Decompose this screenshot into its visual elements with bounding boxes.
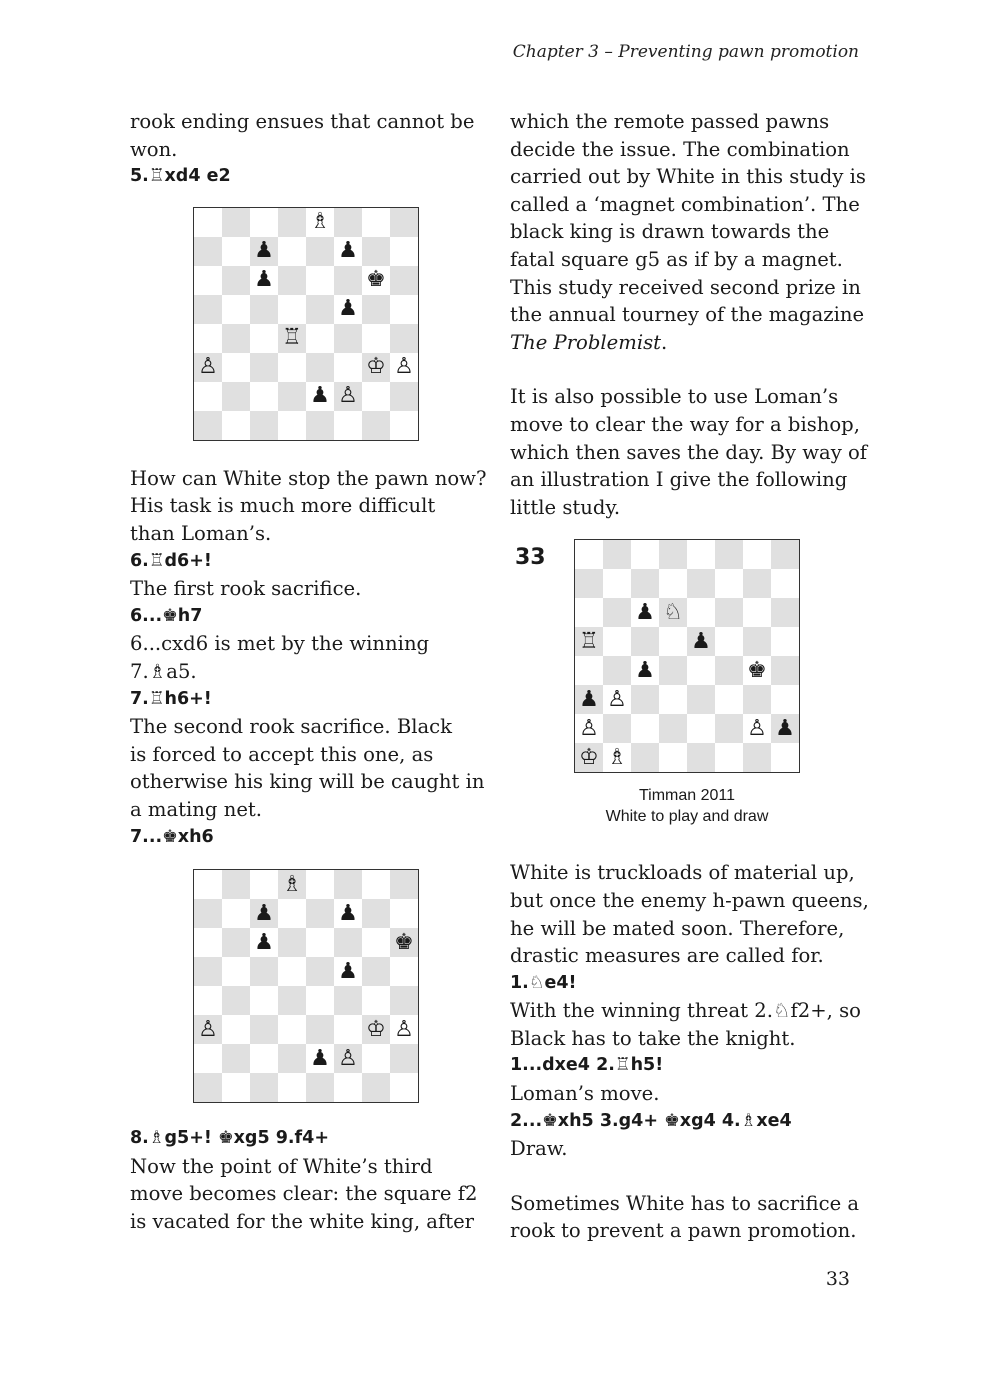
text-line: is vacated for the white king, after — [130, 1209, 475, 1233]
board-square — [194, 324, 222, 353]
board-square — [743, 598, 771, 627]
black-pawn-icon: ♟ — [338, 296, 358, 322]
board-square — [334, 870, 362, 899]
move-line: 7.♖h6+! — [130, 688, 212, 709]
caption-task: White to play and draw — [605, 808, 769, 826]
board-square — [278, 324, 306, 353]
board-square — [715, 714, 743, 743]
board-square — [631, 743, 659, 772]
board-square — [334, 266, 362, 295]
board-square — [194, 208, 222, 237]
board-square — [250, 1044, 278, 1073]
board-square — [222, 411, 250, 440]
text-line: 7.♗a5. — [130, 659, 197, 683]
white-bishop-icon: ♗ — [310, 209, 330, 235]
move-line: 6...♚h7 — [130, 605, 203, 626]
board-square — [334, 237, 362, 266]
board-square — [575, 540, 603, 569]
white-pawn-icon: ♙ — [394, 354, 414, 380]
board-square — [390, 957, 418, 986]
board-square — [334, 899, 362, 928]
board-square — [715, 569, 743, 598]
board-square — [362, 870, 390, 899]
text-line: Draw. — [510, 1137, 568, 1161]
board-square — [278, 870, 306, 899]
board-square — [659, 685, 687, 714]
board-square — [362, 382, 390, 411]
board-square — [603, 540, 631, 569]
board-square — [390, 1044, 418, 1073]
black-king-icon: ♚ — [747, 657, 767, 683]
diagram-number: 33 — [515, 545, 546, 571]
move-line: 1.♘e4! — [510, 972, 577, 993]
diagram-caption — [574, 785, 800, 827]
board-square — [334, 1044, 362, 1073]
white-bishop-icon: ♗ — [282, 871, 302, 897]
black-king-icon: ♚ — [366, 267, 386, 293]
board-square — [390, 353, 418, 382]
text-line: the annual tourney of the magazine — [510, 303, 865, 327]
board-square — [306, 295, 334, 324]
white-pawn-icon: ♙ — [579, 715, 599, 741]
board-square — [334, 957, 362, 986]
board-square — [603, 656, 631, 685]
board-square — [362, 957, 390, 986]
board-square — [222, 957, 250, 986]
board-square — [743, 540, 771, 569]
board-square — [334, 295, 362, 324]
board-square — [362, 353, 390, 382]
board-square — [250, 411, 278, 440]
board-square — [715, 656, 743, 685]
board-square — [362, 1044, 390, 1073]
board-square — [306, 237, 334, 266]
move-line: 5.♖xd4 e2 — [130, 166, 231, 187]
text-line: move becomes clear: the square f2 — [130, 1182, 478, 1206]
board-square — [250, 208, 278, 237]
board-square — [687, 685, 715, 714]
board-square — [334, 324, 362, 353]
board-square — [362, 1073, 390, 1102]
right-column — [510, 108, 870, 1245]
board-square — [659, 656, 687, 685]
board-square — [687, 627, 715, 656]
board-square — [603, 627, 631, 656]
board-square — [278, 208, 306, 237]
board-square — [659, 598, 687, 627]
text-line: White is truckloads of material up, — [510, 861, 855, 885]
board-square — [278, 237, 306, 266]
text-line: Sometimes White has to sacrifice a — [510, 1191, 860, 1215]
board-square — [278, 986, 306, 1015]
board-square — [194, 382, 222, 411]
text-line: The first rook sacrifice. — [130, 577, 362, 601]
board-square — [306, 986, 334, 1015]
board-square — [278, 411, 306, 440]
board-square — [222, 353, 250, 382]
text-line: Loman’s move. — [510, 1082, 660, 1106]
text-line: carried out by White in this study is — [510, 165, 866, 189]
board-square — [631, 714, 659, 743]
board-square — [390, 208, 418, 237]
board-square — [603, 714, 631, 743]
board-square — [575, 627, 603, 656]
board-square — [278, 899, 306, 928]
move-line: 1...dxe4 2.♖h5! — [510, 1055, 664, 1076]
board-square — [334, 1015, 362, 1044]
board-square — [362, 411, 390, 440]
white-king-icon: ♔ — [579, 744, 599, 770]
caption-author: Timman 2011 — [638, 787, 736, 805]
board-square — [390, 411, 418, 440]
board-square — [715, 540, 743, 569]
board-square — [222, 382, 250, 411]
board-square — [278, 1073, 306, 1102]
board-square — [390, 899, 418, 928]
board-square — [278, 295, 306, 324]
move-line: 6.♖d6+! — [130, 550, 212, 571]
board-square — [631, 540, 659, 569]
board-square — [222, 1073, 250, 1102]
board-square — [306, 1073, 334, 1102]
board-square — [250, 353, 278, 382]
board-square — [715, 627, 743, 656]
board-square — [306, 957, 334, 986]
diagram-after-5 — [193, 207, 490, 441]
board-square — [278, 266, 306, 295]
board-square — [306, 1044, 334, 1073]
text-line: which then saves the day. By way of — [510, 440, 868, 464]
magazine-title: The Problemist — [510, 330, 662, 354]
chess-board — [193, 207, 419, 441]
white-pawn-icon: ♙ — [394, 1016, 414, 1042]
board-square — [687, 598, 715, 627]
board-square — [250, 986, 278, 1015]
board-square — [771, 598, 799, 627]
black-pawn-icon: ♟ — [254, 900, 274, 926]
board-square — [631, 598, 659, 627]
text-line: His task is much more difficult — [130, 494, 436, 518]
board-square — [194, 899, 222, 928]
board-square — [250, 928, 278, 957]
black-pawn-icon: ♟ — [635, 657, 655, 683]
board-square — [250, 870, 278, 899]
board-square — [222, 1044, 250, 1073]
white-bishop-icon: ♗ — [607, 744, 627, 770]
board-square — [362, 324, 390, 353]
board-square — [222, 295, 250, 324]
board-square — [575, 714, 603, 743]
board-square — [771, 627, 799, 656]
text-line: rook to prevent a pawn promotion. — [510, 1219, 857, 1243]
text-line: Now the point of White’s third — [130, 1154, 433, 1178]
board-square — [250, 1015, 278, 1044]
text-line: but once the enemy h-pawn queens, — [510, 888, 869, 912]
board-square — [222, 899, 250, 928]
white-knight-icon: ♘ — [663, 599, 683, 625]
board-square — [603, 685, 631, 714]
black-pawn-icon: ♟ — [338, 238, 358, 264]
board-square — [743, 685, 771, 714]
board-square — [250, 899, 278, 928]
text-line: won. — [130, 137, 178, 161]
text-line: rook ending ensues that cannot be — [130, 110, 475, 133]
chess-board — [574, 539, 800, 773]
black-pawn-icon: ♟ — [691, 628, 711, 654]
board-square — [194, 295, 222, 324]
board-square — [222, 986, 250, 1015]
board-square — [771, 569, 799, 598]
board-square — [362, 899, 390, 928]
board-square — [362, 237, 390, 266]
black-pawn-icon: ♟ — [254, 929, 274, 955]
board-square — [194, 870, 222, 899]
board-square — [743, 714, 771, 743]
board-square — [194, 1073, 222, 1102]
text-line: which the remote passed pawns — [510, 110, 830, 133]
board-square — [659, 714, 687, 743]
board-square — [603, 598, 631, 627]
text-line: 6...cxd6 is met by the winning — [130, 632, 430, 656]
board-square — [222, 266, 250, 295]
board-square — [194, 928, 222, 957]
black-pawn-icon: ♟ — [254, 267, 274, 293]
black-pawn-icon: ♟ — [254, 238, 274, 264]
board-square — [278, 957, 306, 986]
board-square — [362, 1015, 390, 1044]
board-square — [250, 957, 278, 986]
board-square — [687, 714, 715, 743]
chess-board — [193, 869, 419, 1103]
text-line: fatal square g5 as if by a magnet. — [510, 247, 843, 271]
board-square — [306, 928, 334, 957]
board-square — [631, 685, 659, 714]
board-square — [194, 266, 222, 295]
board-square — [659, 569, 687, 598]
board-square — [250, 382, 278, 411]
board-square — [771, 685, 799, 714]
text-line: an illustration I give the following — [510, 468, 848, 492]
board-square — [390, 266, 418, 295]
board-square — [278, 1044, 306, 1073]
text-line: is forced to accept this one, as — [130, 742, 434, 766]
board-square — [222, 870, 250, 899]
board-square — [575, 569, 603, 598]
board-square — [334, 986, 362, 1015]
board-square — [390, 1015, 418, 1044]
white-king-icon: ♔ — [366, 1016, 386, 1042]
white-pawn-icon: ♙ — [607, 686, 627, 712]
black-pawn-icon: ♟ — [310, 383, 330, 409]
board-square — [334, 411, 362, 440]
board-square — [743, 627, 771, 656]
board-square — [334, 928, 362, 957]
text-line: a mating net. — [130, 797, 263, 821]
white-rook-icon: ♖ — [282, 325, 302, 351]
board-square — [631, 656, 659, 685]
text-line: black king is drawn towards the — [510, 220, 830, 244]
board-square — [687, 569, 715, 598]
board-square — [334, 208, 362, 237]
board-square — [390, 382, 418, 411]
move-line: 8.♗g5+! ♚xg5 9.f4+ — [130, 1128, 330, 1149]
board-square — [603, 743, 631, 772]
page-number: 33 — [825, 1268, 850, 1290]
left-column — [130, 108, 490, 1235]
board-square — [194, 957, 222, 986]
move-line: 2...♚xh5 3.g4+ ♚xg4 4.♗xe4 — [510, 1110, 792, 1131]
board-square — [631, 569, 659, 598]
board-square — [306, 870, 334, 899]
board-square — [194, 986, 222, 1015]
board-square — [194, 237, 222, 266]
board-square — [362, 266, 390, 295]
board-square — [390, 324, 418, 353]
board-square — [278, 382, 306, 411]
black-pawn-icon: ♟ — [338, 900, 358, 926]
board-square — [771, 743, 799, 772]
board-square — [278, 928, 306, 957]
running-header: Chapter 3 – Preventing pawn promotion — [512, 42, 859, 62]
text-line: Black has to take the knight. — [510, 1026, 796, 1050]
board-square — [687, 743, 715, 772]
black-king-icon: ♚ — [394, 929, 414, 955]
board-square — [715, 743, 743, 772]
diagram-33 — [510, 539, 870, 859]
board-square — [362, 928, 390, 957]
board-square — [222, 208, 250, 237]
board-square — [715, 685, 743, 714]
white-pawn-icon: ♙ — [198, 1016, 218, 1042]
board-square — [390, 986, 418, 1015]
board-square — [222, 1015, 250, 1044]
board-square — [278, 353, 306, 382]
board-square — [306, 266, 334, 295]
board-square — [306, 411, 334, 440]
board-square — [306, 382, 334, 411]
text-line: he will be mated soon. Therefore, — [510, 916, 845, 940]
black-pawn-icon: ♟ — [775, 715, 795, 741]
board-square — [222, 928, 250, 957]
white-pawn-icon: ♙ — [338, 383, 358, 409]
white-pawn-icon: ♙ — [338, 1045, 358, 1071]
board-square — [250, 237, 278, 266]
text-line: decide the issue. The combination — [510, 137, 850, 161]
board-square — [390, 870, 418, 899]
board-square — [390, 295, 418, 324]
black-pawn-icon: ♟ — [338, 958, 358, 984]
board-square — [575, 598, 603, 627]
board-square — [194, 1044, 222, 1073]
board-square — [743, 569, 771, 598]
black-pawn-icon: ♟ — [310, 1045, 330, 1071]
board-square — [715, 598, 743, 627]
move-line: 7...♚xh6 — [130, 826, 214, 847]
board-square — [222, 237, 250, 266]
text-line: With the winning threat 2.♘f2+, so — [510, 999, 861, 1023]
board-square — [194, 411, 222, 440]
board-square — [362, 208, 390, 237]
board-square — [194, 353, 222, 382]
board-square — [278, 1015, 306, 1044]
board-square — [334, 1073, 362, 1102]
board-square — [687, 656, 715, 685]
text-line: little study. — [510, 495, 621, 519]
text-line — [510, 329, 870, 357]
black-pawn-icon: ♟ — [579, 686, 599, 712]
board-square — [194, 1015, 222, 1044]
board-square — [659, 627, 687, 656]
board-square — [659, 540, 687, 569]
board-square — [575, 656, 603, 685]
text-line: How can White stop the pawn now? — [130, 466, 487, 490]
board-square — [222, 324, 250, 353]
period: . — [661, 330, 668, 354]
board-square — [306, 353, 334, 382]
text-line: than Loman’s. — [130, 521, 272, 545]
board-square — [250, 324, 278, 353]
board-square — [743, 656, 771, 685]
board-square — [771, 540, 799, 569]
text-line: move to clear the way for a bishop, — [510, 412, 860, 436]
board-square — [250, 295, 278, 324]
board-square — [250, 266, 278, 295]
board-square — [334, 382, 362, 411]
board-square — [362, 986, 390, 1015]
board-square — [771, 656, 799, 685]
board-square — [390, 1073, 418, 1102]
board-square — [362, 295, 390, 324]
board-square — [575, 685, 603, 714]
board-square — [390, 237, 418, 266]
board-square — [306, 899, 334, 928]
board-square — [306, 1015, 334, 1044]
board-square — [743, 743, 771, 772]
board-square — [250, 1073, 278, 1102]
text-line: drastic measures are called for. — [510, 944, 824, 968]
black-pawn-icon: ♟ — [635, 599, 655, 625]
board-square — [687, 540, 715, 569]
diagram-after-7 — [193, 869, 490, 1103]
white-king-icon: ♔ — [366, 354, 386, 380]
text-line: otherwise his king will be caught in — [130, 770, 485, 794]
text-line: The second rook sacrifice. Black — [130, 715, 453, 739]
board-square — [334, 353, 362, 382]
board-square — [659, 743, 687, 772]
board-square — [631, 627, 659, 656]
white-rook-icon: ♖ — [579, 628, 599, 654]
board-square — [575, 743, 603, 772]
text-line: This study received second prize in — [510, 275, 861, 299]
board-square — [771, 714, 799, 743]
text-line: It is also possible to use Loman’s — [510, 385, 839, 409]
board-square — [306, 324, 334, 353]
white-pawn-icon: ♙ — [198, 354, 218, 380]
text-line: called a ‘magnet combination’. The — [510, 192, 860, 216]
white-pawn-icon: ♙ — [747, 715, 767, 741]
board-square — [390, 928, 418, 957]
board-square — [603, 569, 631, 598]
board-square — [306, 208, 334, 237]
